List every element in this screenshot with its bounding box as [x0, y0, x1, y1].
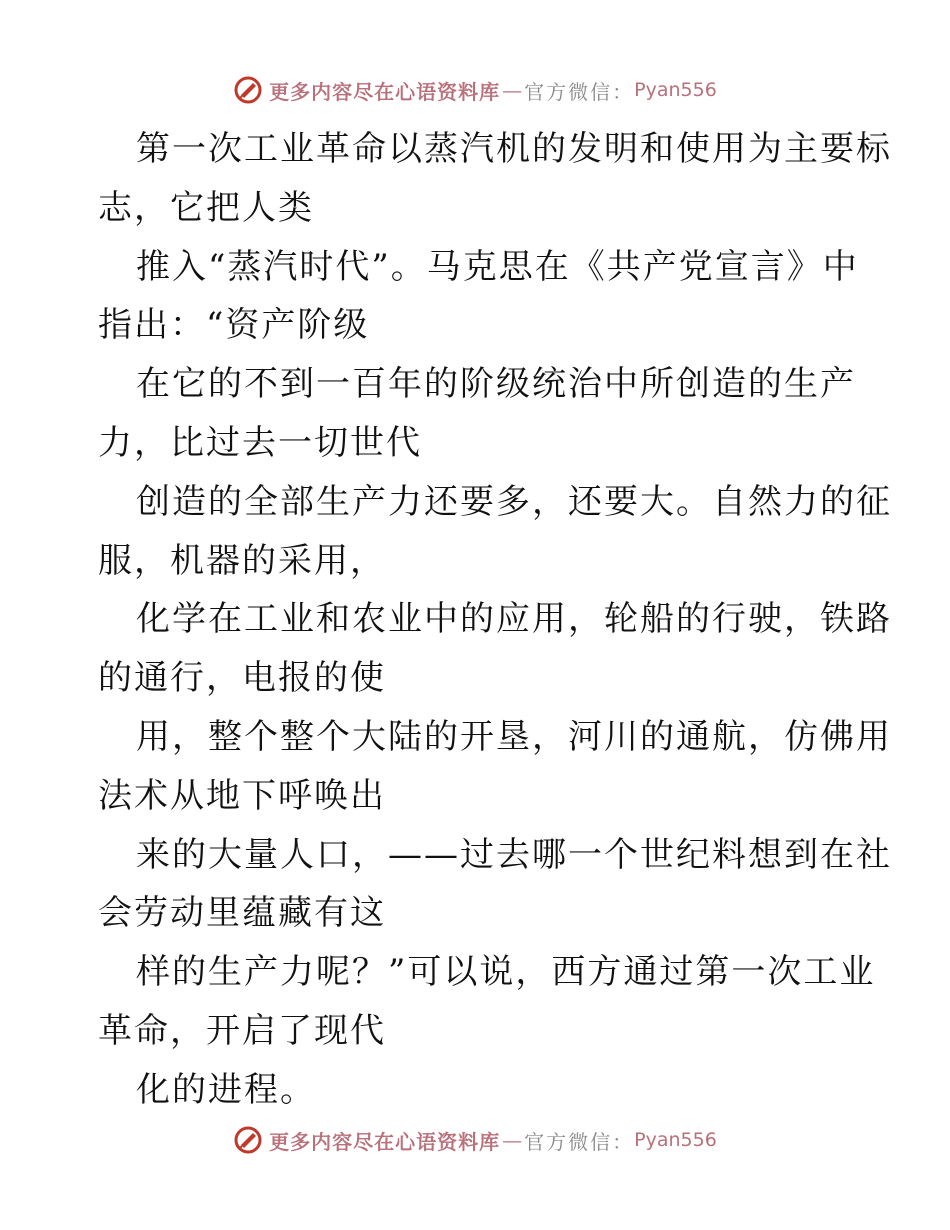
text-line: 推入“蒸汽时代”。马克思在《共产党宣言》中 — [136, 246, 859, 287]
text-line: 创造的全部生产力还要多，还要大。自然力的征 — [136, 481, 892, 522]
text-line: 力，比过去一切世代 — [98, 422, 422, 463]
text-line: 的通行，电报的使 — [98, 658, 386, 699]
watermark-official-label: 官方微信： — [524, 1129, 635, 1154]
watermark-official-label: 官方微信： — [524, 79, 635, 104]
watermark-wechat-id: Pyan556 — [634, 1129, 717, 1151]
text-line: 志，它把人类 — [98, 187, 314, 228]
footer-watermark — [0, 1120, 950, 1160]
watermark-wechat-id: Pyan556 — [634, 79, 717, 101]
text-line: 来的大量人口，——过去哪一个世纪料想到在社 — [136, 834, 892, 875]
text-line: 法术从地下呼唤出 — [98, 775, 386, 816]
text-line: 样的生产力呢？”可以说，西方通过第一次工业 — [136, 952, 876, 993]
watermark-dash: — — [502, 1128, 523, 1152]
quill-circle-logo-icon — [233, 75, 263, 105]
text-line: 用，整个整个大陆的开垦，河川的通航，仿佛用 — [136, 716, 892, 757]
watermark-dash: — — [502, 78, 523, 102]
header-watermark — [0, 70, 950, 110]
watermark-brand: 更多内容尽在心语资料库 — [269, 1129, 501, 1154]
text-line: 化学在工业和农业中的应用，轮船的行驶，铁路 — [136, 599, 892, 640]
text-line: 第一次工业革命以蒸汽机的发明和使用为主要标 — [136, 129, 892, 169]
quill-circle-logo-icon — [233, 1125, 263, 1155]
text-line: 服，机器的采用， — [98, 540, 386, 581]
document-body — [98, 120, 892, 1120]
text-line: 革命，开启了现代 — [98, 1010, 386, 1051]
watermark-brand: 更多内容尽在心语资料库 — [269, 79, 501, 104]
text-line: 会劳动里蕴藏有这 — [98, 893, 386, 934]
text-line: 化的进程。 — [136, 1069, 316, 1110]
text-line: 在它的不到一百年的阶级统治中所创造的生产 — [136, 364, 856, 405]
text-line: 指出：“资产阶级 — [98, 305, 370, 346]
